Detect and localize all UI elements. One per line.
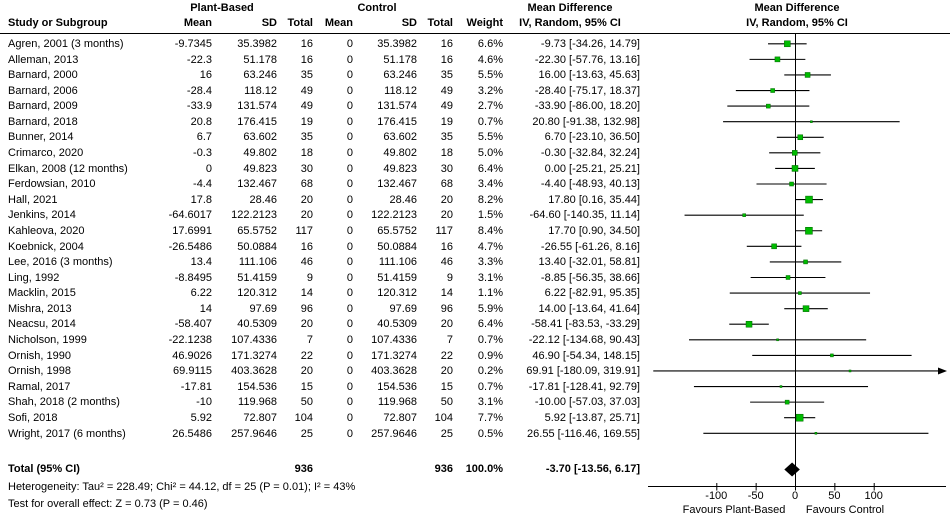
plant-mean-cell: -26.5486 [168, 240, 212, 253]
plant-mean-cell: -8.8495 [174, 271, 212, 284]
ci-text-cell: 6.22 [-82.91, 95.35] [544, 287, 640, 300]
control-mean-cell: 0 [346, 131, 353, 144]
control-mean-cell: 0 [346, 209, 353, 222]
study-label: Crimarco, 2020 [8, 147, 84, 160]
plant-total-cell: 22 [300, 349, 313, 362]
effect-marker [798, 135, 803, 140]
weight-cell: 7.7% [477, 411, 503, 424]
weight-cell: 6.4% [477, 318, 503, 331]
ci-text-cell: -9.73 [-34.26, 14.79] [540, 38, 640, 50]
axis-tick-label: -50 [747, 490, 764, 502]
plant-total-cell: 35 [300, 69, 313, 82]
effect-marker [780, 386, 782, 388]
control-total-cell: 35 [440, 131, 453, 144]
plant-total-cell: 46 [300, 256, 313, 269]
control-sd-cell: 176.415 [377, 115, 417, 128]
control-sd-cell: 35.3982 [377, 38, 417, 50]
control-mean-cell: 0 [346, 162, 353, 175]
control-mean-cell: 0 [346, 69, 353, 82]
control-total-cell: 9 [446, 271, 453, 284]
plant-sd-cell: 65.5752 [237, 224, 277, 237]
control-total-cell: 20 [440, 318, 453, 331]
weight-cell: 6.4% [477, 162, 503, 175]
plant-sd-cell: 403.3628 [231, 365, 277, 378]
control-mean-cell: 0 [346, 53, 353, 66]
weight-cell: 1.1% [477, 287, 503, 300]
control-total-cell: 46 [440, 256, 453, 269]
weight-cell: 0.7% [477, 334, 503, 347]
plant-mean-cell: 20.8 [190, 115, 212, 128]
control-mean-cell: 0 [346, 271, 353, 284]
study-label: Sofi, 2018 [8, 411, 58, 424]
weight-cell: 0.5% [477, 427, 503, 440]
control-sd-cell: 403.3628 [371, 365, 417, 378]
control-mean-cell: 0 [346, 334, 353, 347]
plant-sd-cell: 111.106 [238, 256, 277, 269]
weight-cell: 2.7% [477, 100, 503, 113]
control-mean-cell: 0 [346, 349, 353, 362]
plant-mean-cell: 13.4 [190, 256, 212, 269]
plant-sd-cell: 122.2123 [231, 209, 277, 222]
plant-sd-cell: 257.9646 [231, 427, 277, 440]
control-mean-cell: 0 [346, 318, 353, 331]
control-sd-cell: 111.106 [378, 256, 417, 269]
plant-total-cell: 14 [300, 287, 313, 300]
plant-sd-cell: 154.536 [237, 380, 277, 393]
weight-cell: 5.5% [477, 69, 503, 82]
plant-mean-cell: -10 [196, 396, 212, 409]
control-mean-cell: 0 [346, 115, 353, 128]
favours-left-label: Favours Plant-Based [682, 504, 786, 516]
effect-marker [798, 292, 801, 295]
control-mean-cell: 0 [346, 427, 353, 440]
study-label: Hall, 2021 [8, 193, 58, 206]
plant-sd-cell: 107.4336 [231, 334, 277, 347]
study-label: Ling, 1992 [8, 271, 60, 284]
group2-header: Control [357, 2, 397, 14]
study-label: Macklin, 2015 [8, 287, 76, 300]
plant-sd-cell: 72.807 [243, 411, 277, 424]
control-mean-cell: 0 [346, 193, 353, 206]
plant-total-cell: 7 [306, 334, 313, 347]
plant-sd-cell: 176.415 [237, 115, 277, 128]
ci-text-cell: -58.41 [-83.53, -33.29] [531, 318, 640, 331]
plant-total-cell: 30 [300, 162, 313, 175]
weight-cell: 6.6% [477, 38, 503, 50]
effect-marker [792, 150, 797, 155]
plant-total-cell: 49 [300, 100, 313, 113]
plant-sd-cell: 35.3982 [237, 38, 277, 50]
weight-cell: 8.2% [477, 193, 503, 206]
effect-marker [803, 306, 809, 312]
study-label: Barnard, 2018 [8, 115, 78, 128]
study-label: Barnard, 2009 [8, 100, 78, 113]
control-sd-cell: 120.312 [377, 287, 417, 300]
ci-text-cell: -8.85 [-56.35, 38.66] [540, 271, 640, 284]
control-sd-cell: 107.4336 [371, 334, 417, 347]
control-sd-cell: 28.46 [389, 193, 417, 206]
ci-text-cell: 5.92 [-13.87, 25.71] [544, 411, 640, 424]
ci-text-cell: -26.55 [-61.26, 8.16] [540, 240, 640, 253]
plant-mean-header: Mean [183, 17, 212, 29]
control-total-cell: 25 [440, 427, 453, 440]
total-n-control: 936 [434, 463, 453, 475]
plant-mean-cell: 16 [199, 69, 212, 82]
control-mean-cell: 0 [346, 302, 353, 315]
group1-header: Plant-Based [190, 2, 254, 14]
ci-text-cell: -64.60 [-140.35, 11.14] [529, 209, 640, 222]
plant-sd-cell: 63.246 [243, 69, 277, 82]
control-sd-cell: 51.4159 [377, 271, 417, 284]
control-total-cell: 14 [440, 287, 453, 300]
control-mean-cell: 0 [346, 396, 353, 409]
ci-text-cell: 14.00 [-13.64, 41.64] [538, 302, 640, 315]
weight-cell: 3.4% [477, 178, 503, 191]
control-total-cell: 19 [440, 115, 453, 128]
study-label: Nicholson, 1999 [8, 334, 87, 347]
control-sd-cell: 257.9646 [371, 427, 417, 440]
weight-cell: 5.5% [477, 131, 503, 144]
control-total-cell: 49 [440, 100, 453, 113]
plant-total-cell: 16 [300, 240, 313, 253]
plant-sd-cell: 28.46 [249, 193, 277, 206]
control-mean-cell: 0 [346, 287, 353, 300]
control-sd-cell: 171.3274 [371, 349, 417, 362]
control-total-cell: 96 [440, 302, 453, 315]
control-sd-header: SD [401, 17, 417, 29]
plant-mean-cell: -22.3 [186, 53, 212, 66]
effect-marker [810, 121, 812, 123]
study-label: Elkan, 2008 (12 months) [8, 162, 128, 175]
plant-sd-header: SD [261, 17, 277, 29]
plant-total-cell: 49 [300, 84, 313, 97]
plant-total-cell: 104 [294, 411, 313, 424]
control-sd-cell: 72.807 [383, 411, 417, 424]
ci-text-cell: -22.12 [-134.68, 90.43] [528, 334, 640, 347]
effect-marker [743, 214, 746, 217]
plant-total-cell: 15 [300, 380, 313, 393]
plant-mean-cell: -58.407 [174, 318, 212, 331]
control-total-cell: 20 [440, 209, 453, 222]
ci-text-cell: 46.90 [-54.34, 148.15] [532, 349, 640, 362]
md-column-title: Mean Difference [527, 2, 613, 14]
effect-marker [746, 321, 752, 327]
study-label: Mishra, 2013 [8, 302, 72, 315]
effect-marker [777, 339, 779, 341]
ci-text-cell: 13.40 [-32.01, 58.81] [538, 256, 640, 269]
control-total-cell: 49 [440, 84, 453, 97]
control-mean-cell: 0 [346, 240, 353, 253]
plant-total-cell: 25 [300, 427, 313, 440]
ci-text-cell: 17.70 [0.90, 34.50] [548, 224, 640, 237]
effect-marker [790, 182, 794, 186]
plant-mean-cell: 26.5486 [172, 427, 212, 440]
study-label: Jenkins, 2014 [8, 209, 76, 222]
control-sd-cell: 118.12 [384, 84, 417, 97]
control-sd-cell: 63.246 [383, 69, 417, 82]
control-total-cell: 22 [440, 349, 453, 362]
plant-total-cell: 9 [306, 271, 313, 284]
plant-mean-cell: -17.81 [180, 380, 212, 393]
control-total-cell: 50 [440, 396, 453, 409]
plant-mean-cell: -0.3 [193, 147, 212, 160]
effect-marker [815, 432, 817, 434]
plant-mean-cell: 69.9115 [173, 365, 212, 378]
axis-tick-label: 0 [791, 490, 799, 502]
control-sd-cell: 51.178 [383, 53, 417, 66]
plant-total-cell: 96 [300, 302, 313, 315]
favours-right-label: Favours Control [805, 504, 885, 516]
plant-sd-cell: 50.0884 [237, 240, 277, 253]
plant-mean-cell: 5.92 [190, 411, 212, 424]
ci-text-cell: 69.91 [-180.09, 319.91] [526, 365, 640, 378]
effect-marker [796, 414, 803, 421]
control-sd-cell: 49.823 [383, 162, 417, 175]
plant-mean-cell: -64.6017 [168, 209, 212, 222]
control-mean-cell: 0 [346, 38, 353, 50]
study-label: Barnard, 2000 [8, 69, 78, 82]
overall-effect-text: Test for overall effect: Z = 0.73 (P = 0.46) [8, 498, 208, 510]
effect-marker [849, 370, 851, 372]
study-label: Barnard, 2006 [8, 84, 78, 97]
plant-sd-cell: 51.178 [243, 53, 277, 66]
control-total-header: Total [427, 17, 453, 29]
control-mean-cell: 0 [346, 147, 353, 160]
weight-cell: 3.1% [477, 271, 503, 284]
weight-column-header: Weight [466, 17, 503, 29]
control-total-cell: 16 [440, 38, 453, 50]
arrow-right-icon [938, 367, 947, 374]
control-mean-header: Mean [324, 17, 353, 29]
plant-total-cell: 35 [300, 131, 313, 144]
weight-cell: 5.9% [477, 302, 503, 315]
control-sd-cell: 65.5752 [377, 224, 417, 237]
control-sd-cell: 50.0884 [377, 240, 417, 253]
weight-cell: 0.9% [477, 349, 503, 362]
ci-text-cell: 16.00 [-13.63, 45.63] [538, 69, 640, 82]
control-total-cell: 16 [440, 240, 453, 253]
control-sd-cell: 132.467 [377, 178, 417, 191]
plant-total-cell: 18 [300, 147, 313, 160]
plant-mean-cell: -22.1238 [168, 334, 212, 347]
control-mean-cell: 0 [346, 100, 353, 113]
plant-sd-cell: 49.823 [243, 162, 277, 175]
weight-cell: 4.7% [477, 240, 503, 253]
plant-mean-cell: 6.7 [196, 131, 212, 144]
axis-tick-label: -100 [705, 490, 728, 502]
control-total-cell: 68 [440, 178, 453, 191]
ci-text-cell: -17.81 [-128.41, 92.79] [528, 380, 640, 393]
study-label: Kahleova, 2020 [8, 224, 85, 237]
effect-marker [830, 354, 833, 357]
effect-marker [771, 89, 775, 93]
control-total-cell: 18 [440, 147, 453, 160]
plant-sd-cell: 120.312 [237, 287, 277, 300]
ci-text-cell: 26.55 [-116.46, 169.55] [527, 427, 640, 440]
study-label: Ornish, 1990 [8, 349, 71, 362]
study-label: Ferdowsian, 2010 [8, 178, 96, 191]
control-sd-cell: 49.802 [383, 147, 417, 160]
plant-sd-cell: 132.467 [237, 178, 277, 191]
plant-total-cell: 16 [300, 53, 313, 66]
control-mean-cell: 0 [346, 380, 353, 393]
study-label: Agren, 2001 (3 months) [8, 38, 124, 50]
ci-text-cell: -28.40 [-75.17, 18.37] [534, 84, 640, 97]
plant-total-cell: 20 [300, 318, 313, 331]
md-plot-title: Mean Difference [754, 2, 840, 14]
ci-text-cell: 17.80 [0.16, 35.44] [548, 193, 640, 206]
plant-mean-cell: 17.8 [190, 193, 212, 206]
control-mean-cell: 0 [346, 84, 353, 97]
plant-mean-cell: -9.7345 [174, 38, 212, 50]
ci-text-cell: -0.30 [-32.84, 32.24] [540, 147, 640, 160]
plant-sd-cell: 131.574 [237, 100, 277, 113]
weight-cell: 3.3% [477, 256, 503, 269]
control-total-cell: 20 [440, 365, 453, 378]
ci-text-cell: 0.00 [-25.21, 25.21] [544, 162, 640, 175]
plant-total-cell: 16 [300, 38, 313, 50]
study-label: Neacsu, 2014 [8, 318, 76, 331]
plant-sd-cell: 171.3274 [231, 349, 277, 362]
plant-total-cell: 19 [300, 115, 313, 128]
plant-mean-cell: 14 [199, 302, 212, 315]
ci-text-cell: 20.80 [-91.38, 132.98] [532, 115, 640, 128]
plant-total-cell: 20 [300, 193, 313, 206]
effect-marker [806, 196, 813, 203]
weight-cell: 0.7% [477, 380, 503, 393]
ci-text-cell: -33.90 [-86.00, 18.20] [534, 100, 640, 113]
study-label: Ornish, 1998 [8, 365, 71, 378]
total-ci-text: -3.70 [-13.56, 6.17] [545, 463, 640, 475]
total-n-plant: 936 [294, 463, 313, 475]
control-mean-cell: 0 [346, 224, 353, 237]
plant-sd-cell: 63.602 [243, 131, 277, 144]
weight-cell: 0.7% [477, 115, 503, 128]
control-total-cell: 7 [446, 334, 453, 347]
plant-mean-cell: -4.4 [193, 178, 212, 191]
study-label: Wright, 2017 (6 months) [8, 427, 126, 440]
weight-cell: 0.2% [477, 365, 503, 378]
control-sd-cell: 154.536 [377, 380, 417, 393]
plant-sd-cell: 97.69 [249, 302, 277, 315]
ci-text-cell: -10.00 [-57.03, 37.03] [534, 396, 640, 409]
control-total-cell: 15 [440, 380, 453, 393]
effect-marker [772, 244, 777, 249]
ci-text-cell: 6.70 [-23.10, 36.50] [544, 131, 640, 144]
weight-cell: 8.4% [477, 224, 503, 237]
study-label: Alleman, 2013 [8, 53, 79, 66]
plant-sd-cell: 119.968 [238, 396, 277, 409]
control-total-cell: 30 [440, 162, 453, 175]
total-weight: 100.0% [465, 463, 503, 475]
effect-marker [805, 72, 810, 77]
plant-mean-cell: -33.9 [186, 100, 212, 113]
md-column-subtitle: IV, Random, 95% CI [519, 17, 621, 29]
plant-total-cell: 117 [295, 224, 313, 237]
control-mean-cell: 0 [346, 365, 353, 378]
control-sd-cell: 63.602 [383, 131, 417, 144]
study-label: Lee, 2016 (3 months) [8, 256, 113, 269]
control-mean-cell: 0 [346, 178, 353, 191]
axis-tick-label: 100 [864, 490, 883, 502]
effect-marker [805, 227, 812, 234]
plant-total-cell: 20 [300, 365, 313, 378]
study-label: Koebnick, 2004 [8, 240, 84, 253]
effect-marker [786, 275, 790, 279]
control-mean-cell: 0 [346, 256, 353, 269]
effect-marker [775, 57, 780, 62]
control-total-cell: 117 [435, 224, 453, 237]
weight-cell: 1.5% [477, 209, 503, 222]
plant-total-header: Total [287, 17, 313, 29]
plant-sd-cell: 40.5309 [237, 318, 277, 331]
effect-marker [792, 165, 798, 171]
effect-marker [804, 260, 808, 264]
md-plot-subtitle: IV, Random, 95% CI [746, 17, 848, 29]
study-label: Shah, 2018 (2 months) [8, 396, 120, 409]
control-total-cell: 35 [440, 69, 453, 82]
study-label: Bunner, 2014 [8, 131, 74, 144]
control-sd-cell: 40.5309 [377, 318, 417, 331]
ci-text-cell: -22.30 [-57.76, 13.16] [534, 53, 640, 66]
control-sd-cell: 97.69 [389, 302, 417, 315]
plant-mean-cell: -28.4 [186, 84, 212, 97]
plant-sd-cell: 51.4159 [237, 271, 277, 284]
plant-total-cell: 20 [300, 209, 313, 222]
effect-marker [784, 41, 790, 47]
weight-cell: 3.1% [477, 396, 503, 409]
plant-total-cell: 50 [300, 396, 313, 409]
plant-total-cell: 68 [300, 178, 313, 191]
plant-mean-cell: 46.9026 [172, 349, 212, 362]
study-column-header: Study or Subgroup [8, 17, 108, 29]
control-mean-cell: 0 [346, 411, 353, 424]
plant-mean-cell: 0 [205, 162, 212, 175]
control-total-cell: 104 [434, 411, 453, 424]
plant-sd-cell: 49.802 [243, 147, 277, 160]
ci-text-cell: -4.40 [-48.93, 40.13] [540, 178, 640, 191]
summary-diamond [784, 463, 800, 477]
effect-marker [785, 400, 789, 404]
weight-cell: 4.6% [477, 53, 503, 66]
control-sd-cell: 131.574 [377, 100, 417, 113]
weight-cell: 3.2% [477, 84, 503, 97]
study-label: Ramal, 2017 [8, 380, 71, 393]
weight-cell: 5.0% [477, 147, 503, 160]
total-label: Total (95% CI) [8, 463, 80, 475]
axis-tick-label: 50 [828, 490, 841, 502]
effect-marker [766, 104, 770, 108]
control-sd-cell: 119.968 [378, 396, 417, 409]
heterogeneity-text: Heterogeneity: Tau² = 228.49; Chi² = 44.12, df = 25 (P = 0.01); I² = 43% [8, 481, 356, 493]
control-total-cell: 20 [440, 193, 453, 206]
control-total-cell: 16 [440, 53, 453, 66]
control-sd-cell: 122.2123 [371, 209, 417, 222]
plant-mean-cell: 6.22 [190, 287, 212, 300]
plant-sd-cell: 118.12 [244, 84, 277, 97]
plant-mean-cell: 17.6991 [172, 224, 212, 237]
